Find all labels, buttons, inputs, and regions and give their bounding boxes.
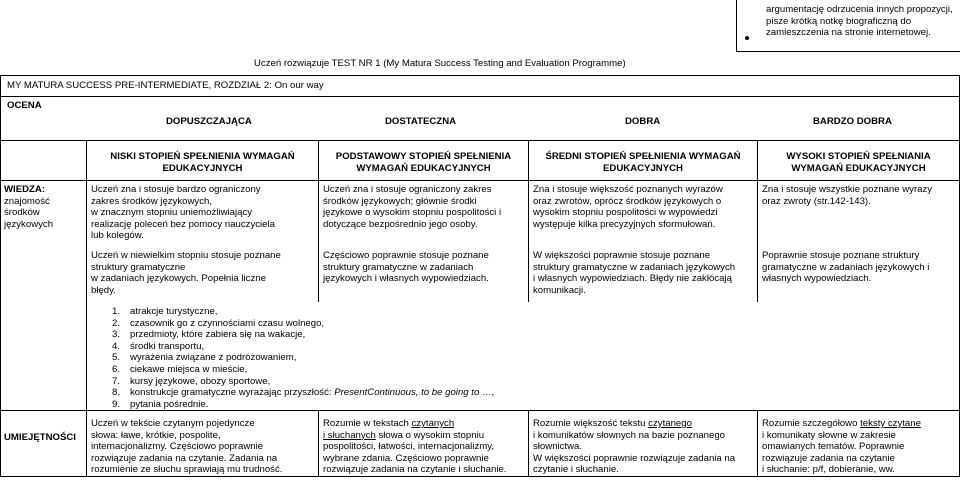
topics-list [112,306,752,410]
wiedza-r1-mid: Zna i stosuje większość poznanych wyrazów oraz zwrotów, oprócz środków językowych o wysokim stopniu pospolitości w wypowiedzi występuje kilka precyzyjnych sformułowań. [533,184,723,230]
wiedza-r2-mid: W większości poprawnie stosuje poznane struktury gramatyczne w zadaniach językowych i własnych wypowiedziach. Błędy nie zakłócają komunikacji. [533,250,736,296]
top-right-note [766,4,956,39]
wiedza-r1-high: Zna i stosuje wszystkie poznane wyrazy oraz zwroty (str.142-143). [762,184,933,207]
test-label: Uczeń rozwiązuje TEST NR 1 (My Matura Success Testing and Evaluation Programme) [254,58,626,69]
wiedza-r1-low: Uczeń zna i stosuje bardzo ograniczony zakres środków językowych, w znacznym stopniu uniemożliwiający realizację poleceń bez pomocy nauczyciela lub kolegów. [91,184,275,242]
level-mid-header: ŚREDNI STOPIEŃ SPEŁNIENIA WYMAGAŃ EDUKACYJNYCH [545,151,741,174]
grade-dostateczna: DOSTATECZNA [385,116,457,127]
umiejetnosci-mid: Rozumie większość tekstu czytanego i komunikatów słownych na bazie poznanego słownictwa. W większości poprawnie rozwiązuje zadania na czytanie i słuchanie. [533,418,736,476]
grade-dopuszczajaca: DOPUSZCZAJĄCA [166,116,252,127]
list-item: 8. konstrukcje gramatyczne wyrażając przyszłość: PresentContinuous, to be going to …, [112,387,495,399]
wiedza-r2-basic: Częściowo poprawnie stosuje poznane struktury gramatyczne w zadaniach językowych i własnych wypowiedziach. [323,250,489,285]
list-item: 9. pytania pośrednie. [112,398,209,410]
level-basic-header: PODSTAWOWY STOPIEŃ SPEŁNIENIA WYMAGAŃ EDUKACYJNYCH [335,151,512,174]
umiejetnosci-basic: Rozumie w tekstach czytanych i słuchanych słowa o wysokim stopniu pospolitości, łatwości, internacjonalizmy, wybrane zdania. Częściowo poprawnie rozwiązuje zadania na czytanie i słuchanie. [323,418,507,476]
bullet-icon [745,36,749,40]
list-item: 6. ciekawe miejsca w mieście, [112,363,248,375]
wiedza-r1-basic: Uczeń zna i stosuje ograniczony zakres środków językowych; głównie środki językowe o wysokim stopniu pospolitości i dotyczące bezpośrednio jego osoby. [323,184,502,230]
grade-bardzo-dobra: BARDZO DOBRA [813,116,892,127]
umiejetnosci-low: Uczeń w tekście czytanym pojedyncze słowa: ławe, krótkie, pospolite, internacjonalizmy. Częściowo poprawnie rozwiązuje zadania na czytanie. Zadania na rozumienie ze słuchu sprawiają mu trudność. [91,418,283,476]
wiedza-r2-low: Uczeń w niewielkim stopniu stosuje poznane struktury gramatyczne w zadaniach językowych. Popełnia liczne błędy. [91,250,281,296]
list-item: 7. kursy językowe, obozy sportowe, [112,375,271,387]
umiejetnosci-high: Rozumie szczegółowo teksty czytane i komunikaty słowne w zakresie omawianych tematów. Poprawnie rozwiązuje zadania na czytanie i słuchanie: p/f, dobieranie, ww. [762,418,921,476]
list-item: 2. czasownik go z czynnościami czasu wolnego, [112,317,325,329]
ocena-label: OCENA [7,100,42,111]
chapter-title: MY MATURA SUCCESS PRE-INTERMEDIATE, ROZDZIAŁ 2: On our way [7,80,324,91]
level-high-header: WYSOKI STOPIEŃ SPEŁNIANIA WYMAGAŃ EDUKACYJNYCH [786,151,931,174]
list-item: 1. atrakcje turystyczne, [112,306,218,317]
grade-dobra: DOBRA [625,116,661,127]
list-item: 4. środki transportu, [112,340,205,352]
wiedza-label: WIEDZA: znajomość środków językowych [4,184,54,230]
note-line: pisze krótką notkę biograficzną do zamieszczenia na stronie internetowej. [766,15,931,39]
note-line: argumentację odrzucenia innych propozycji, [766,4,953,15]
level-low-header: NISKI STOPIEŃ SPEŁNIENIA WYMAGAŃ EDUKACYJNYCH [110,151,295,174]
wiedza-r2-high: Poprawnie stosuje poznane struktury gramatyczne w zadaniach językowych i własnych wypowiedziach. [762,250,930,285]
umiejetnosci-label: UMIEJĘTNOŚCI [4,432,76,443]
list-item: 3. przedmioty, które zabiera się na wakacje, [112,329,306,341]
list-item: 5. wyrażenia związane z podróżowaniem, [112,352,297,364]
